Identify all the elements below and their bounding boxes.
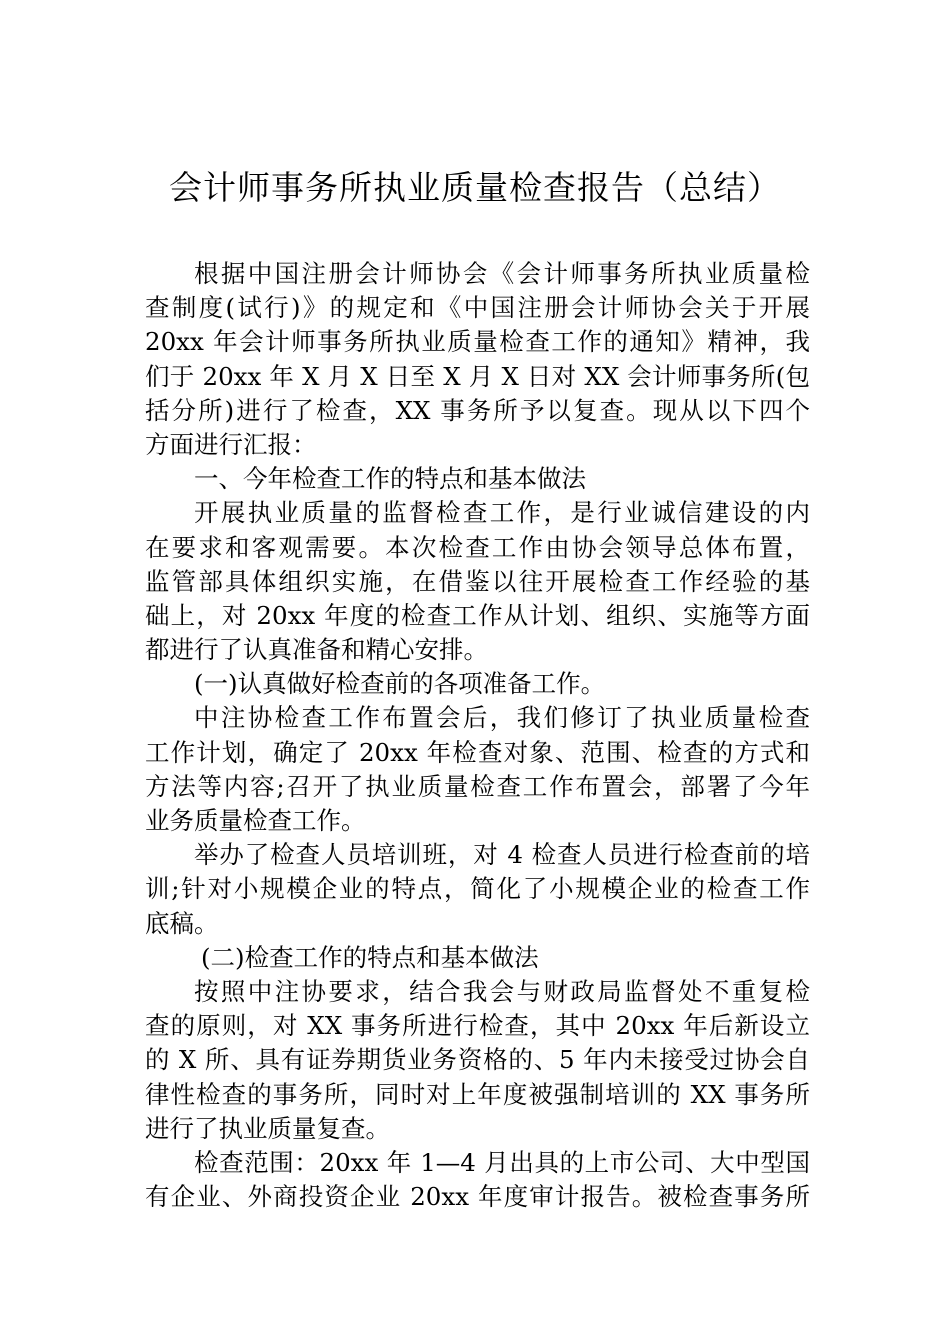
paragraph-line: 方法等内容;召开了执业质量检查工作布置会，部署了今年 bbox=[145, 771, 810, 801]
paragraph-line: 工作计划，确定了 20xx 年检查对象、范围、检查的方式和 bbox=[145, 737, 810, 767]
subsection-heading: (二)检查工作的特点和基本做法 bbox=[201, 942, 539, 972]
paragraph-line: 们于 20xx 年 X 月 X 日至 X 月 X 日对 XX 会计师事务所(包 bbox=[145, 361, 810, 391]
paragraph-line: 括分所)进行了检查，XX 事务所予以复查。现从以下四个 bbox=[145, 395, 810, 425]
paragraph-line: 的 X 所、具有证券期货业务资格的、5 年内未接受过协会自 bbox=[145, 1045, 810, 1075]
paragraph-line: 律性检查的事务所，同时对上年度被强制培训的 XX 事务所 bbox=[145, 1079, 810, 1109]
section-heading: 一、今年检查工作的特点和基本做法 bbox=[194, 464, 586, 494]
paragraph-line: 20xx 年会计师事务所执业质量检查工作的通知》精神，我 bbox=[145, 327, 810, 357]
paragraph-line: 根据中国注册会计师协会《会计师事务所执业质量检 bbox=[194, 259, 810, 288]
paragraph-line: 查制度(试行)》的规定和《中国注册会计师协会关于开展 bbox=[145, 293, 810, 323]
paragraph-line: 监管部具体组织实施，在借鉴以往开展检查工作经验的基 bbox=[145, 566, 810, 596]
document-body bbox=[145, 257, 810, 1214]
paragraph-line: 有企业、外商投资企业 20xx 年度审计报告。被检查事务所 bbox=[145, 1182, 810, 1212]
document-title: 会计师事务所执业质量检查报告（总结） bbox=[169, 168, 781, 207]
subsection-heading: (一)认真做好检查前的各项准备工作。 bbox=[194, 669, 606, 699]
paragraph-line: 举办了检查人员培训班，对 4 检查人员进行检查前的培 bbox=[194, 840, 810, 870]
paragraph-line: 中注协检查工作布置会后，我们修订了执业质量检查 bbox=[194, 703, 810, 733]
paragraph-line: 查的原则，对 XX 事务所进行检查，其中 20xx 年后新设立 bbox=[145, 1011, 810, 1041]
paragraph-line: 方面进行汇报： bbox=[145, 429, 317, 459]
paragraph-line: 检查范围：20xx 年 1—4 月出具的上市公司、大中型国 bbox=[194, 1147, 810, 1177]
paragraph-line: 按照中注协要求，结合我会与财政局监督处不重复检 bbox=[194, 976, 810, 1006]
paragraph-line: 在要求和客观需要。本次检查工作由协会领导总体布置， bbox=[145, 532, 810, 562]
paragraph-line: 都进行了认真准备和精心安排。 bbox=[145, 635, 488, 665]
paragraph-line: 底稿。 bbox=[145, 908, 219, 938]
paragraph-line: 进行了执业质量复查。 bbox=[145, 1113, 390, 1143]
paragraph-line: 业务质量检查工作。 bbox=[145, 806, 366, 835]
paragraph-line: 开展执业质量的监督检查工作，是行业诚信建设的内 bbox=[194, 498, 810, 528]
paragraph-line: 训;针对小规模企业的特点，简化了小规模企业的检查工作 bbox=[145, 874, 810, 904]
paragraph-line: 础上，对 20xx 年度的检查工作从计划、组织、实施等方面 bbox=[145, 600, 810, 630]
